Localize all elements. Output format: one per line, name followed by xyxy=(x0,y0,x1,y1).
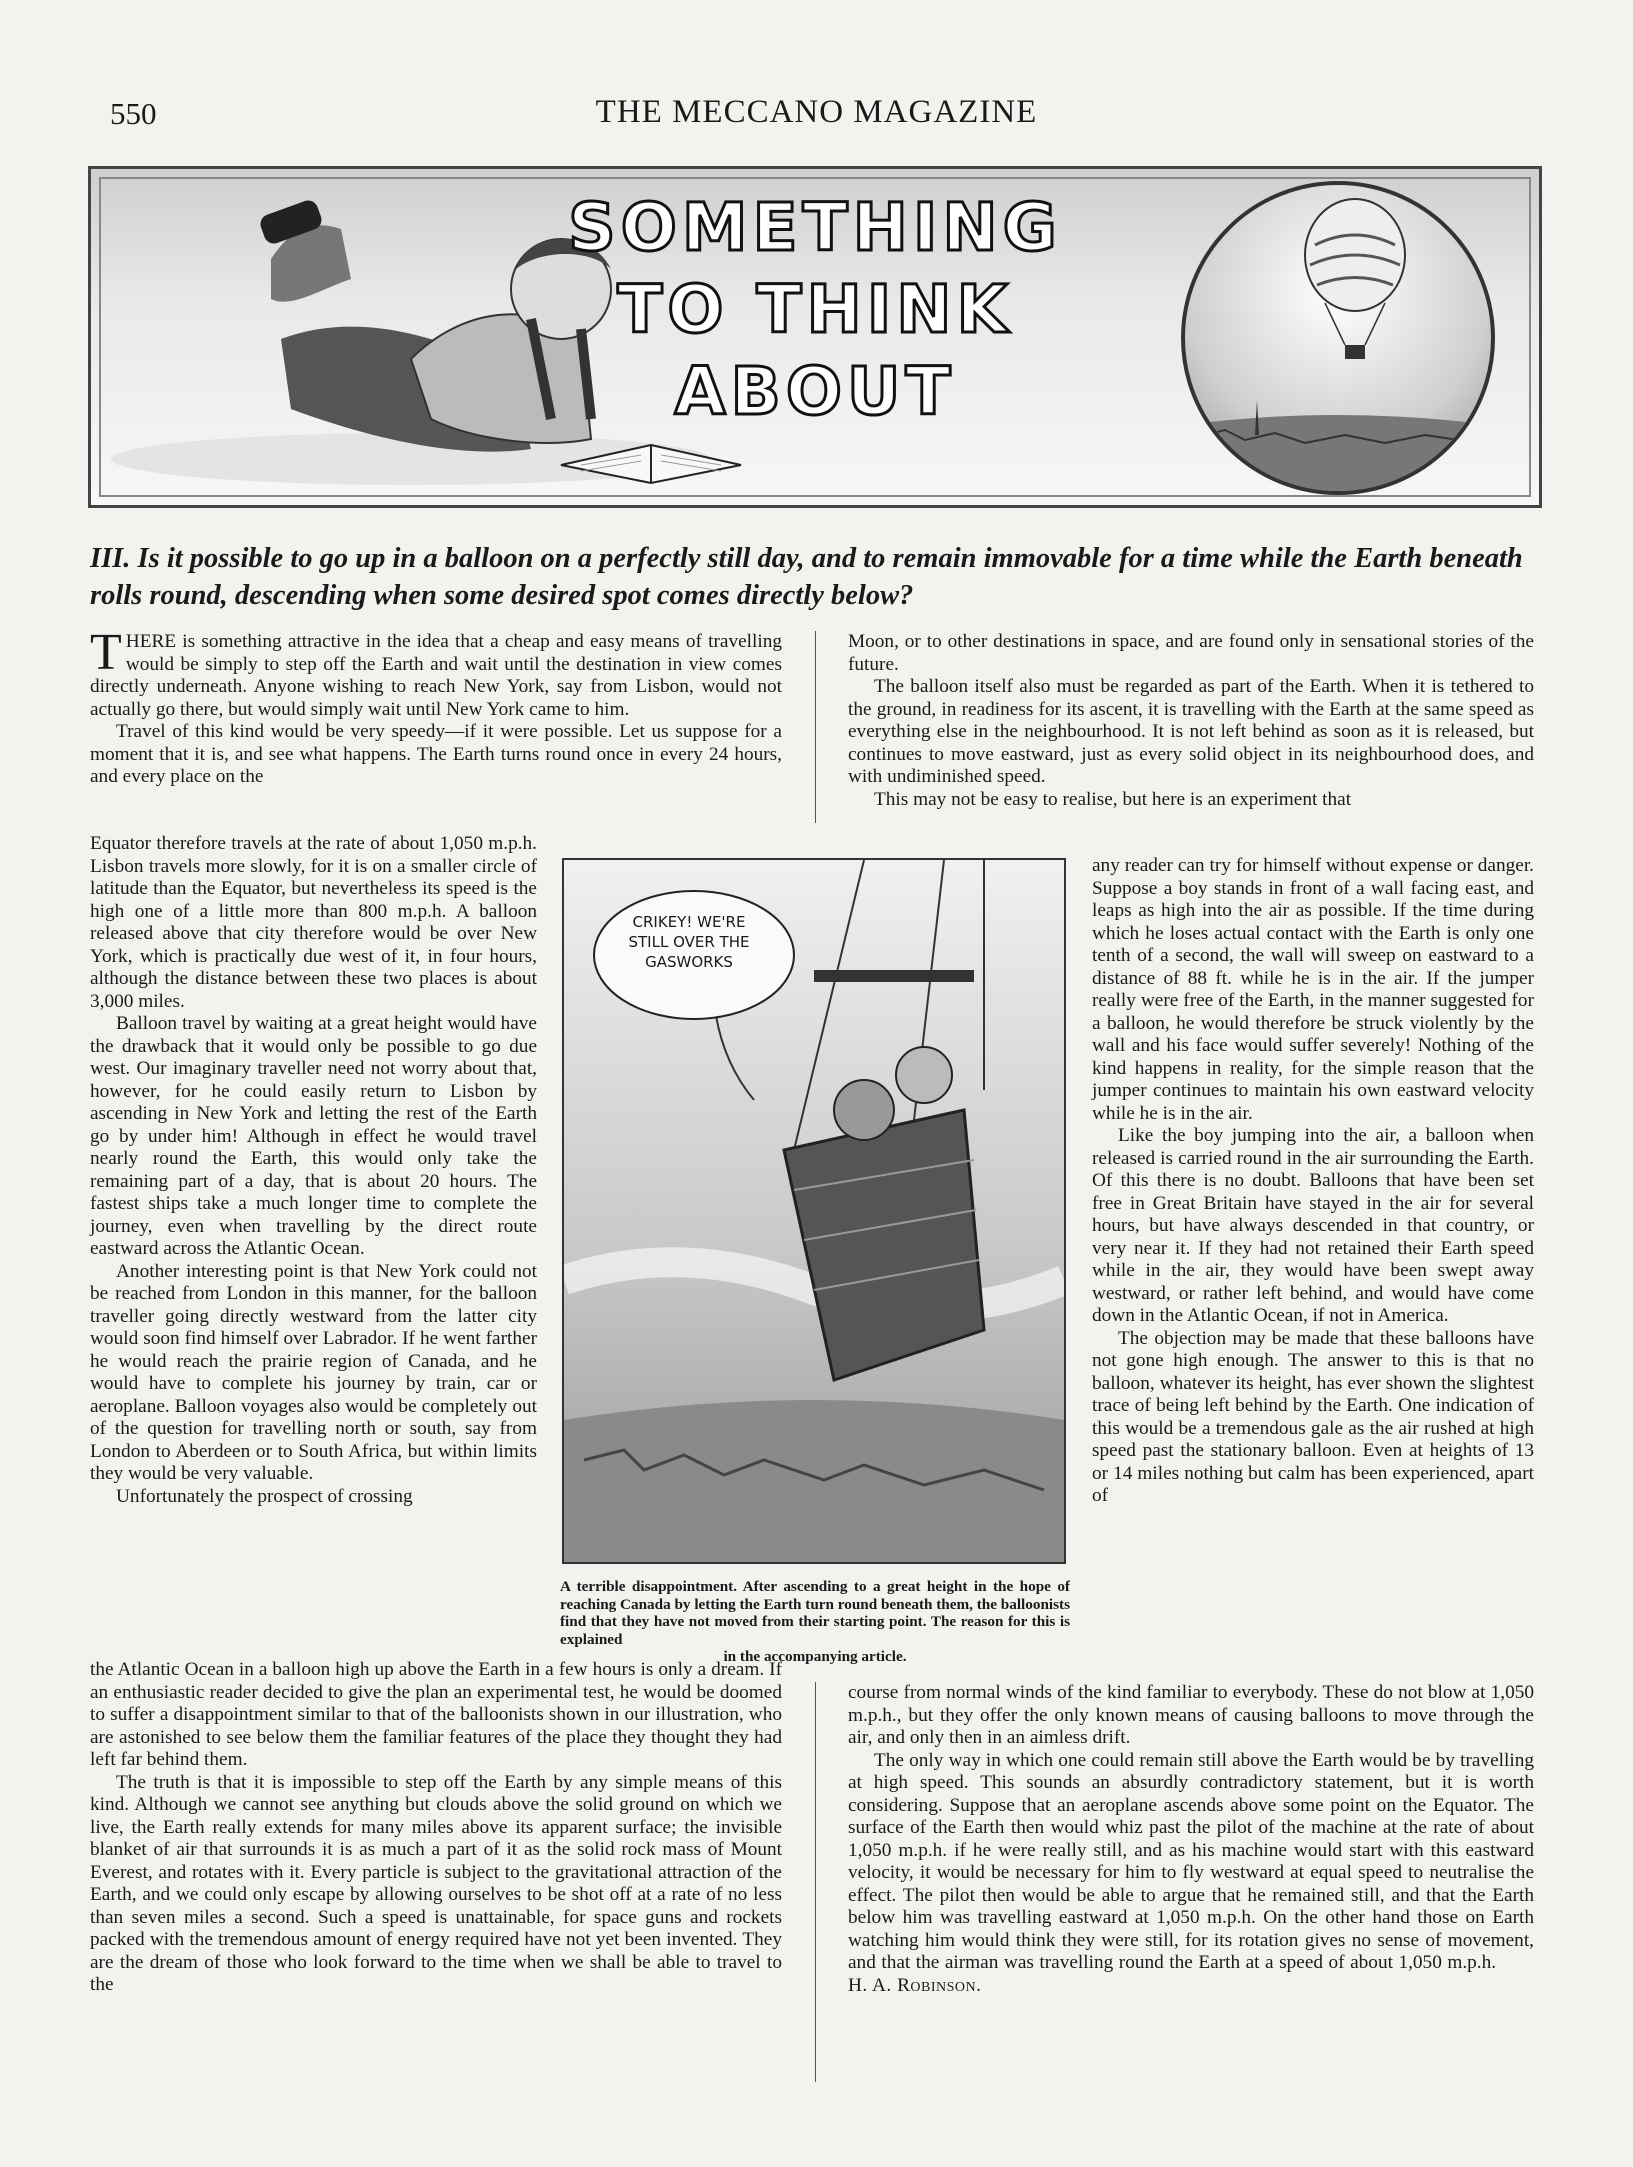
balloon-medallion xyxy=(1181,181,1495,495)
right-column-top xyxy=(848,631,1534,811)
banner-title-line-1: SOMETHING xyxy=(568,189,1062,266)
caption-text: A terrible disappointment. After ascending to a great height in the hope of reaching Canada by letting the Earth turn round beneath them, the balloonists find that they have not moved from their starting point. The reason for this is explained xyxy=(560,1578,1070,1648)
open-book-icon xyxy=(551,425,751,485)
paragraph: course from normal winds of the kind familiar to everybody. These do not blow at 1,050 m.p.h., but they offer the only known means of causing balloons to move through the air, and only then in an aimless drift. xyxy=(848,1682,1534,1748)
left-column-bottom xyxy=(90,1659,782,1997)
hot-air-balloon-icon xyxy=(1185,185,1491,491)
author-byline: H. A. Robinson. xyxy=(848,1974,982,1996)
left-column-top xyxy=(90,624,782,789)
right-column-wrap xyxy=(1092,855,1534,1508)
paragraph: The balloon itself also must be regarded as part of the Earth. When it is tethered to the ground, in readiness for its ascent, it is travelling with the Earth at the same speed as everything else in the neighbourhood. It is not left behind as soon as it is released, but continues to move eastward, just as every solid object in its neighbourhood does, and with undiminished speed. xyxy=(848,676,1534,787)
speech-bubble-text: CRIKEY! WE'RE STILL OVER THE GASWORKS xyxy=(628,913,750,971)
paragraph: The truth is that it is impossible to step off the Earth by any simple means of this kind. Although we cannot see anything but clouds above the solid ground on which we live, the Earth really extends for many miles above its apparent surface; the invisible blanket of air that surrounds it is as much a part of it as the solid rock mass of Mount Everest, and rotates with it. Every particle is subject to the gravitational attraction of the Earth, and we could only escape by allowing ourselves to be shot off at a rate of no less than seven miles a second. Such a speed is unattainable, for space guns and rockets packed with the tremendous amount of energy required have not yet been invented. They are the dream of those who look forward to the time when we shall be able to travel to the xyxy=(90,1771,782,1995)
paragraph-final: The only way in which one could remain still above the Earth would be by travelling at high speed. This sounds an absurdly contradictory statement, but it is worth considering. Suppose that an aeroplane ascends above some point on the Equator. The surface of the Earth then would whiz past the pilot of the machine at the rate of about 1,050 m.p.h. if he were really still, and as his machine would start with this eastward velocity, it would be necessary for him to fly westward at equal speed to neutralise the effect. The pilot then would be able to argue that he remained still, and that the Earth below him was travelling eastward at 1,050 m.p.h. On the other hand those on Earth watching him would think they were still, for its rotation gives no sense of movement, and that the airman was travelling round the Earth at a speed of about 1,050 m.p.h. H. A. Robinson. xyxy=(848,1749,1534,1996)
paragraph: Like the boy jumping into the air, a balloon when released is carried round in the air surrounding the Earth. Of this there is no doubt. Balloons that have been set free in Great Britain have stayed in the air for several hours, but have always descended in that country, or very near it. If they had not retained their Earth speed while in the air, they would have been swept away westward, or rather left behind, and would have come down in the Atlantic Ocean, if not in America. xyxy=(1092,1125,1534,1326)
paragraph-intro: THERE is something attractive in the idea that a cheap and easy means of travelling would be simply to step off the Earth and wait until the destination in view comes directly underneath. Anyone wishing to reach New York, say from Lisbon, would not actually go there, but would simply wait until New York came to him. xyxy=(90,624,782,720)
illustration-caption xyxy=(560,1578,1070,1666)
paragraph: Moon, or to other destinations in space, and are found only in sensational stories of the future. xyxy=(848,631,1534,675)
article-question: III. Is it possible to go up in a balloon on a perfectly still day, and to remain immovable for a time while the Earth beneath rolls round, descending when some desired spot comes directly below? xyxy=(90,543,1523,611)
paragraph: the Atlantic Ocean in a balloon high up above the Earth in a few hours is only a dream. If an enthusiastic reader decided to give the plan an experimental test, he would be doomed to suffer a disappointment similar to that of the balloonists shown in our illustration, who are astonished to see below them the familiar features of the place they thought they had left far behind them. xyxy=(90,1659,782,1770)
column-rule xyxy=(815,1682,816,2082)
balloon-illustration xyxy=(562,858,1066,1564)
paragraph: Unfortunately the prospect of crossing xyxy=(116,1485,413,1507)
paragraph: This may not be easy to realise, but here is an experiment that xyxy=(874,788,1352,810)
paragraph: Another interesting point is that New York could not be reached from London in this manner, for the balloon traveller going directly westward from the latter city would soon find himself over Labrador. If he went farther he would reach the prairie region of Canada, and he would have to complete his journey by train, car or aeroplane. Balloon voyages also would be completely out of the question for travelling north or south, say from London to Aberdeen or to South Africa, but within limits they would be very valuable. xyxy=(90,1260,537,1484)
paragraph: The objection may be made that these balloons have not gone high enough. The answer to this is that no balloon, whatever its height, has ever shown the slightest trace of being left behind by the Earth. One indication of this would be a tremendous gale as the air rushed at high speed past the stationary balloon. Even at heights of 13 or 14 miles nothing but calm has been experienced, apart of xyxy=(1092,1327,1534,1506)
title-banner xyxy=(88,166,1542,508)
banner-title-line-3: ABOUT xyxy=(674,353,956,430)
left-column-wrap xyxy=(90,833,537,1508)
page-number: 550 xyxy=(110,96,157,131)
running-title: THE MECCANO MAGAZINE xyxy=(595,94,1038,130)
column-rule xyxy=(815,631,816,823)
paragraph: Travel of this kind would be very speedy—if it were possible. Let us suppose for a moment that it is, and see what happens. The Earth turns round once in every 24 hours, and every place on the xyxy=(90,721,782,787)
paragraph: Equator therefore travels at the rate of about 1,050 m.p.h. Lisbon travels more slowly, for it is on a smaller circle of latitude than the Equator, but nevertheless its speed is the high one of a little more than 800 m.p.h. A balloon released above that city therefore would be over New York, which is practically due west of it, in four hours, although the distance between these two places is about 3,000 miles. xyxy=(90,833,537,1012)
caption-text-end: in the accompanying article. xyxy=(723,1648,907,1665)
right-column-bottom xyxy=(848,1682,1534,1997)
paragraph: any reader can try for himself without expense or danger. Suppose a boy stands in front of a wall facing east, and leaps as high into the air as possible. If the time during which he loses actual contact with the Earth is only one tenth of a second, the wall will sweep on eastward to a distance of 88 ft. while he is in the air. If the jumper really were free of the Earth, in the manner suggested for a balloon, he would therefore be struck violently by the wall and his face would suffer severely! Nothing of the kind happens in reality, for the simple reason that the jumper continues to maintain his own eastward velocity while he is in the air. xyxy=(1092,855,1534,1124)
banner-title-line-2: TO THINK xyxy=(617,271,1013,348)
paragraph: Balloon travel by waiting at a great height would have the drawback that it would only be possible to go due west. Our imaginary traveller need not worry about that, however, for he could easily return to Lisbon by ascending in New York and letting the rest of the Earth go by under him! Although in effect he would travel nearly round the Earth, this would only take the remaining part of a day, that is about 20 hours. The fastest ships take a much longer time to complete the journey, even when travelling by the direct route eastward across the Atlantic Ocean. xyxy=(90,1013,537,1259)
drop-cap: T xyxy=(90,624,122,681)
